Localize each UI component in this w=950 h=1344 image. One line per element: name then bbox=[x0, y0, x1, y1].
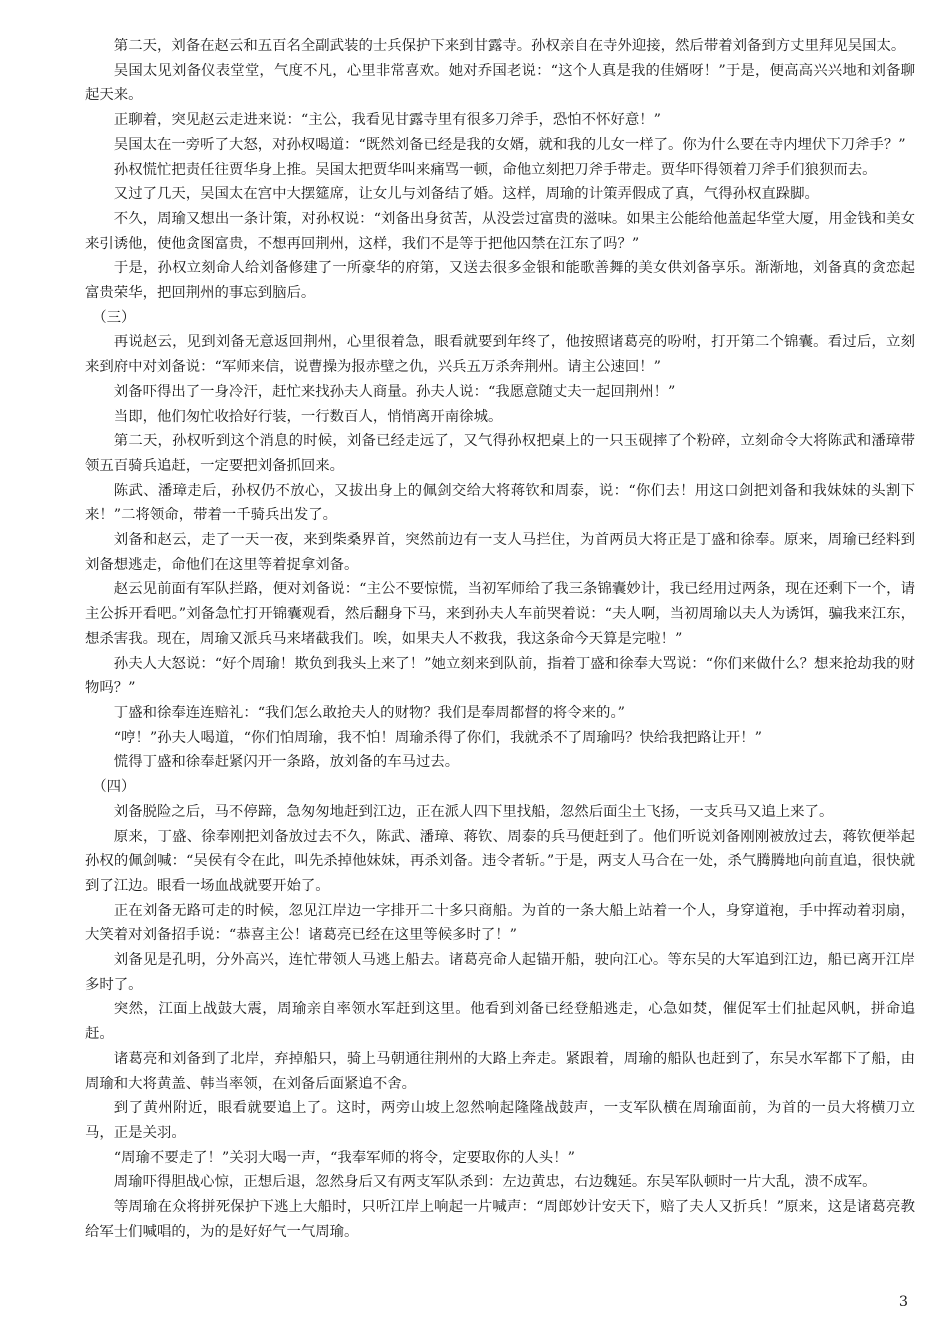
section-heading: （四） bbox=[92, 779, 136, 796]
paragraph: 孙夫人大怒说：“好个周瑜！欺负到我头上来了！”她立刻来到队前，指着丁盛和徐奉大骂说：“你们来做什么？想来抢劫我的财物吗？” bbox=[85, 655, 915, 697]
page-number: 3 bbox=[898, 1294, 908, 1310]
paragraph: 刘备见是孔明，分外高兴，连忙带领人马逃上船去。诸葛亮命人起锚开船，驶向江心。等东吴的大军追到江边，船已离开江岸多时了。 bbox=[85, 952, 915, 993]
paragraph: 丁盛和徐奉连连赔礼：“我们怎么敢抢夫人的财物？我们是奉周都督的将令来的。” bbox=[113, 704, 625, 721]
paragraph: 慌得丁盛和徐奉赶紧闪开一条路，放刘备的车马过去。 bbox=[113, 754, 460, 771]
paragraph: 吴国太见刘备仪表堂堂，气度不凡，心里非常喜欢。她对乔国老说：“这个人真是我的佳婿呀！”于是，便高高兴兴地和刘备聊起天来。 bbox=[85, 62, 915, 104]
paragraph: 正在刘备无路可走的时候，忽见江岸边一字排开二十多只商船。为首的一条大船上站着一个人，身穿道袍，手中挥动着羽扇，大笑着对刘备招手说：“恭喜主公！诸葛亮已经在这里等候多时了！” bbox=[85, 902, 915, 944]
paragraph: 到了黄州附近，眼看就要追上了。这时，两旁山坡上忽然响起隆隆战鼓声，一支军队横在周瑜面前，为首的一员大将横刀立马，正是关羽。 bbox=[85, 1100, 915, 1141]
paragraph: 于是，孙权立刻命人给刘备修建了一所豪华的府第，又送去很多金银和能歌善舞的美女供刘备享乐。渐渐地，刘备真的贪恋起富贵荣华，把回荆州的事忘到脑后。 bbox=[85, 260, 915, 302]
paragraph: 再说赵云，见到刘备无意返回荆州，心里很着急，眼看就要到年终了，他按照诸葛亮的吩咐，打开第二个锦囊。看过后，立刻来到府中对刘备说：“军师来信，说曹操为报赤壁之仇，兴兵五万杀奔荆州。请主公速回！” bbox=[85, 334, 915, 376]
paragraph: 不久，周瑜又想出一条计策，对孙权说：“刘备出身贫苦，从没尝过富贵的滋味。如果主公能给他盖起华堂大厦，用金钱和美女来引诱他，使他贪图富贵，不想再回荆州，这样，我们不是等于把他囚禁在江东了吗？” bbox=[85, 210, 915, 252]
paragraph: 正聊着，突见赵云走进来说：“主公，我看见甘露寺里有很多刀斧手，恐怕不怀好意！” bbox=[113, 112, 661, 129]
paragraph: 陈武、潘璋走后，孙权仍不放心，又拔出身上的佩剑交给大将蒋钦和周泰，说：“你们去！用这口剑把刘备和我妹妹的头割下来！”二将领命，带着一千骑兵出发了。 bbox=[85, 482, 915, 524]
paragraph: 孙权慌忙把责任往贾华身上推。吴国太把贾华叫来痛骂一顿，命他立刻把刀斧手带走。贾华吓得领着刀斧手们狼狈而去。 bbox=[113, 161, 877, 178]
paragraph: 第二天，孙权听到这个消息的时候，刘备已经走远了，又气得孙权把桌上的一只玉砚摔了个粉碎，立刻命令大将陈武和潘璋带领五百骑兵追赶，一定要把刘备抓回来。 bbox=[85, 433, 915, 474]
paragraph: 原来，丁盛、徐奉刚把刘备放过去不久，陈武、潘璋、蒋钦、周泰的兵马便赶到了。他们听说刘备刚刚被放过去，蒋钦便举起孙权的佩剑喊：“吴侯有令在此，叫先杀掉他妹妹，再杀刘备。违令者斩。”于是，两支人马合在一处，杀气腾腾地向前直追，很快就到了江边。眼看一场血战就要开始了。 bbox=[85, 828, 915, 894]
paragraph: 刘备吓得出了一身冷汗，赶忙来找孙夫人商量。孙夫人说：“我愿意随丈夫一起回荆州！” bbox=[113, 383, 676, 400]
paragraph: “周瑜不要走了！”关羽大喝一声，“我奉军师的将令，定要取你的人头！” bbox=[113, 1149, 575, 1166]
paragraph: 刘备脱险之后，马不停蹄，急匆匆地赶到江边，正在派人四下里找船，忽然后面尘土飞扬，一支兵马又追上来了。 bbox=[113, 803, 834, 820]
paragraph: “哼！”孙夫人喝道，“你们怕周瑜，我不怕！周瑜杀得了你们，我就杀不了周瑜吗？快给我把路让开！” bbox=[113, 729, 763, 746]
paragraph: 等周瑜在众将拼死保护下逃上大船时，只听江岸上响起一片喊声：“周郎妙计安天下，赔了夫人又折兵！”原来，这是诸葛亮教给军士们喊唱的，为的是好好气一气周瑜。 bbox=[85, 1199, 915, 1240]
paragraph: 周瑜吓得胆战心惊，正想后退，忽然身后又有两支军队杀到：左边黄忠，右边魏延。东吴军队顿时一片大乱，溃不成军。 bbox=[113, 1174, 877, 1191]
paragraph: 第二天，刘备在赵云和五百名全副武装的士兵保护下来到甘露寺。孙权亲自在寺外迎接，然后带着刘备到方丈里拜见吴国太。 bbox=[113, 38, 906, 54]
paragraph: 吴国太在一旁听了大怒，对孙权喝道：“既然刘备已经是我的女婿，就和我的儿女一样了。你为什么要在寺内埋伏下刀斧手？” bbox=[113, 136, 906, 153]
document-body bbox=[85, 34, 915, 1244]
paragraph: 又过了几天，吴国太在宫中大摆筵席，让女儿与刘备结了婚。这样，周瑜的计策弄假成了真，气得孙权直跺脚。 bbox=[113, 186, 819, 203]
paragraph: 赵云见前面有军队拦路，便对刘备说：“主公不要惊慌，当初军师给了我三条锦囊妙计，我已经用过两条，现在还剩下一个，请主公拆开看吧。”刘备急忙打开锦囊观看，然后翻身下马，来到孙夫人车前哭着说：“夫人啊，当初周瑜以夫人为诱饵，骗我来江东，想杀害我。现在，周瑜又派兵马来堵截我们。唉，如果夫人不救我，我这条命今天算是完啦！” bbox=[85, 581, 915, 647]
section-heading: （三） bbox=[92, 309, 136, 326]
paragraph: 当即，他们匆忙收拾好行装，一行数百人，悄悄离开南徐城。 bbox=[113, 408, 503, 425]
paragraph: 突然，江面上战鼓大震，周瑜亲自率领水军赶到这里。他看到刘备已经登船逃走，心急如焚，催促军士们扯起风帆，拼命追赶。 bbox=[85, 1001, 915, 1043]
paragraph: 刘备和赵云，走了一天一夜，来到柴桑界首，突然前边有一支人马拦住，为首两员大将正是丁盛和徐奉。原来，周瑜已经料到刘备想逃走，命他们在这里等着捉拿刘备。 bbox=[85, 532, 915, 573]
paragraph: 诸葛亮和刘备到了北岸，弃掉船只，骑上马朝通往荆州的大路上奔走。紧跟着，周瑜的船队也赶到了，东吴水军都下了船，由周瑜和大将黄盖、韩当率领，在刘备后面紧追不舍。 bbox=[85, 1050, 915, 1092]
